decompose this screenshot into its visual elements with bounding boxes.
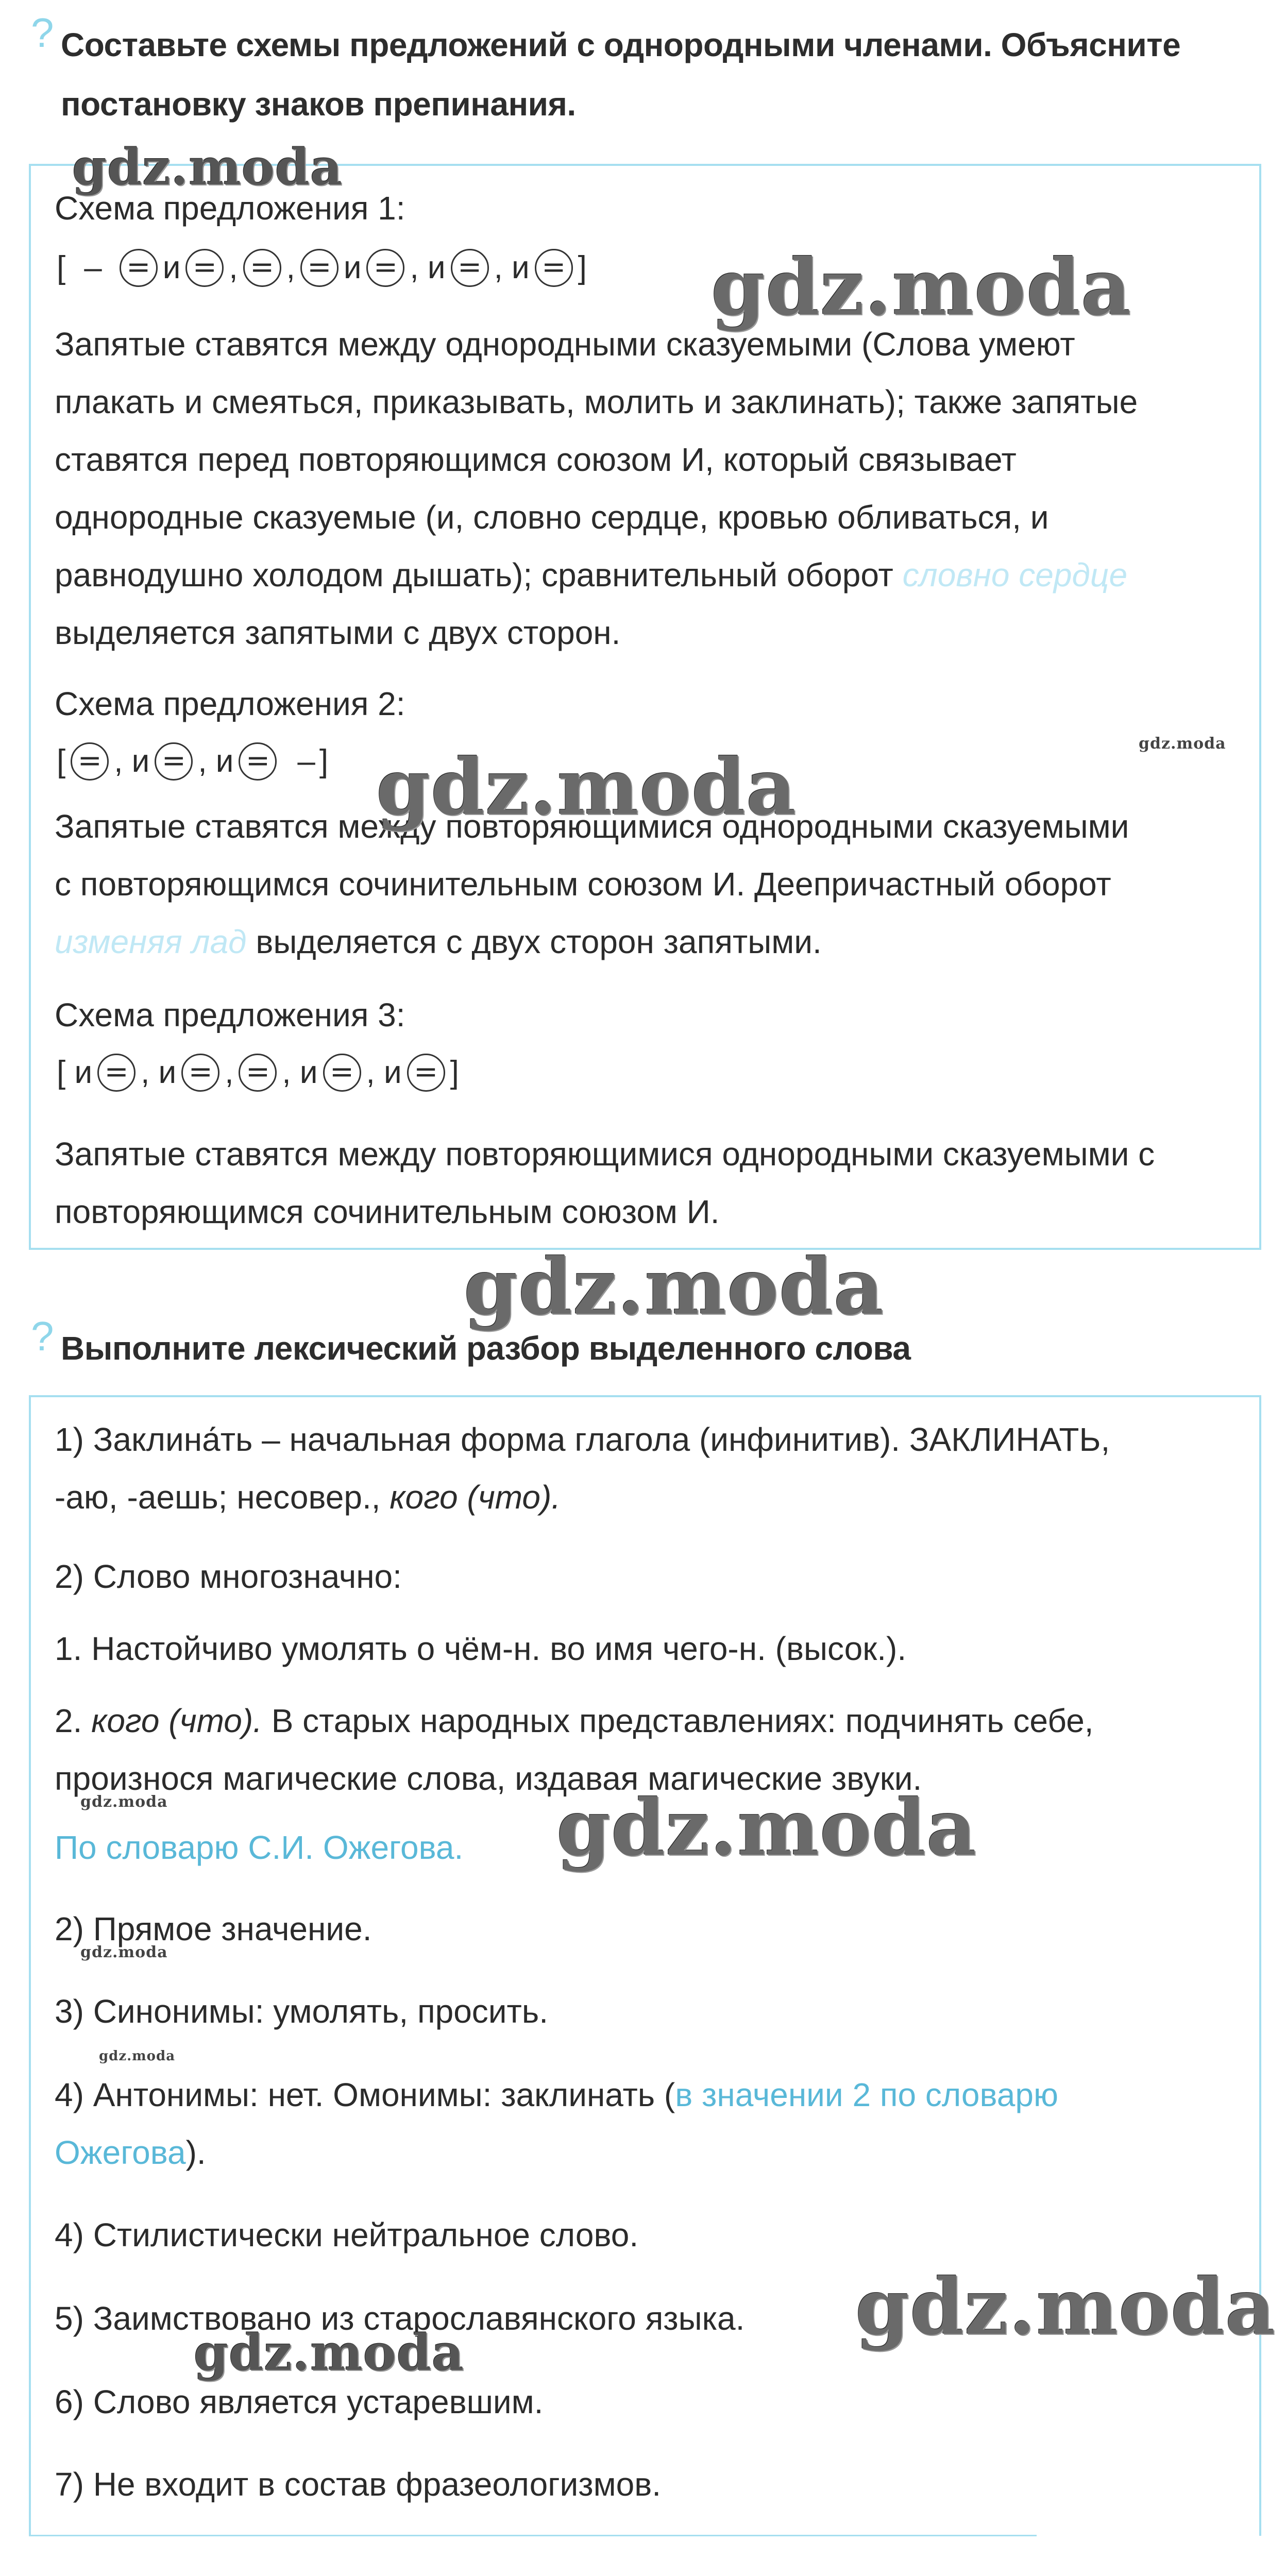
scheme2-expl-line3: изменяя лад выделяется с двух сторон запятыми. [55,923,822,960]
watermark: gdz.moda [556,1783,977,1873]
item1-line2: -аю, -аешь; несовер., кого (что). [55,1479,561,1516]
predicate-circle: = [155,742,193,781]
obsolete: 6) Слово является устаревшим. [55,2383,544,2420]
meaning-2-line1: 2. кого (что). В старых народных представлениях: подчинять себе, [55,1702,1094,1739]
direct-meaning: 2) Прямое значение. [55,1910,372,1947]
predicate-circle: = [181,1054,219,1092]
scheme2-expl-line2: с повторяющимся сочинительным союзом И. Деепричастный оборот [55,866,1111,903]
predicate-circle: = [97,1054,136,1092]
predicate-circle: = [71,742,109,781]
scheme3-expl-line1: Запятые ставятся между повторяющимися однородными сказуемыми с [55,1136,1155,1173]
question-1-line1: Составьте схемы предложений с однородными членами. Объясните [61,26,1181,63]
predicate-circle: = [243,249,281,287]
watermark: gdz.moda [1139,735,1226,753]
watermark: gdz.moda [194,2324,465,2382]
scheme2-diagram: [ = , и = , и = – ] [55,733,330,790]
predicate-circle: = [407,1054,445,1092]
predicate-circle: = [535,249,573,287]
antonyms-line1: 4) Антонимы: нет. Омонимы: заклинать (в значении 2 по словарю [55,2076,1058,2113]
scheme1-expl-line3: ставятся перед повторяющимся союзом И, который связывает [55,441,1017,478]
question-mark-icon: ? [31,1313,54,1359]
watermark: gdz.moda [80,1943,168,1961]
watermark: gdz.moda [80,1793,168,1811]
highlighted-phrase: изменяя лад [55,923,247,960]
watermark: gdz.moda [99,2048,176,2064]
watermark: gdz.moda [855,2262,1276,2352]
predicate-circle: = [239,1054,277,1092]
watermark: gdz.moda [72,138,343,196]
watermark: gdz.moda [464,1242,885,1332]
predicate-circle: = [120,249,158,287]
scheme1-diagram: [ – = и = , = , = и = , и = , и = ] [55,239,589,297]
question-mark-icon: ? [31,10,54,56]
scheme3-diagram: [ и = , и = , = , и = , и = ] [55,1044,461,1101]
scheme1-expl-line4: однородные сказуемые (и, словно сердце, кровью обливаться, и [55,499,1049,536]
scheme3-title: Схема предложения 3: [55,996,405,1033]
item2-polysemy: 2) Слово многозначно: [55,1558,402,1595]
scheme2-expl-line1: Запятые ставятся между повторяющимися однородными сказуемыми [55,808,1129,845]
question-1-line2: постановку знаков препинания. [61,86,576,123]
meaning-1: 1. Настойчиво умолять о чём-н. во имя чего-н. (высок.). [55,1630,907,1667]
highlighted-phrase: словно сердце [902,556,1128,594]
synonyms: 3) Синонимы: умолять, просить. [55,1993,548,2030]
predicate-circle: = [300,249,339,287]
predicate-circle: = [185,249,224,287]
scheme3-expl-line2: повторяющимся сочинительным союзом И. [55,1193,720,1230]
question-2-text: Выполните лексический разбор выделенного слова [61,1330,911,1367]
origin: 5) Заимствовано из старославянского языка. [55,2300,745,2337]
dictionary-link[interactable]: По словарю С.И. Ожегова. [55,1829,464,1866]
phraseologisms: 7) Не входит в состав фразеологизмов. [55,2466,661,2503]
predicate-circle: = [451,249,489,287]
scheme1-expl-line2: плакать и смеяться, приказывать, молить и заклинать); также запятые [55,383,1138,420]
watermark: gdz.moda [711,242,1132,333]
antonyms-link-cont[interactable]: Ожегова [55,2134,186,2171]
antonyms-line2: Ожегова). [55,2134,206,2171]
question-1 [31,10,1255,134]
predicate-circle: = [323,1054,361,1092]
scheme2-title: Схема предложения 2: [55,685,405,722]
divider [29,2535,1037,2536]
scheme1-expl-line5: равнодушно холодом дышать); сравнительный оборот словно сердце [55,556,1128,594]
item1-line1: 1) Заклина́ть – начальная форма глагола (инфинитив). ЗАКЛИНАТЬ, [55,1421,1110,1458]
predicate-circle: = [239,742,277,781]
antonyms-link[interactable]: в значении 2 по словарю [675,2076,1058,2113]
scheme1-title: Схема предложения 1: [55,190,405,227]
scheme1-expl-line1: Запятые ставятся между однородными сказуемыми (Слова умеют [55,326,1075,363]
stylistics: 4) Стилистически нейтральное слово. [55,2216,639,2253]
meaning-2-line2: произнося магические слова, издавая магические звуки. [55,1760,922,1797]
predicate-circle: = [366,249,404,287]
scheme1-expl-line6: выделяется запятыми с двух сторон. [55,614,621,651]
watermark: gdz.moda [376,742,797,833]
